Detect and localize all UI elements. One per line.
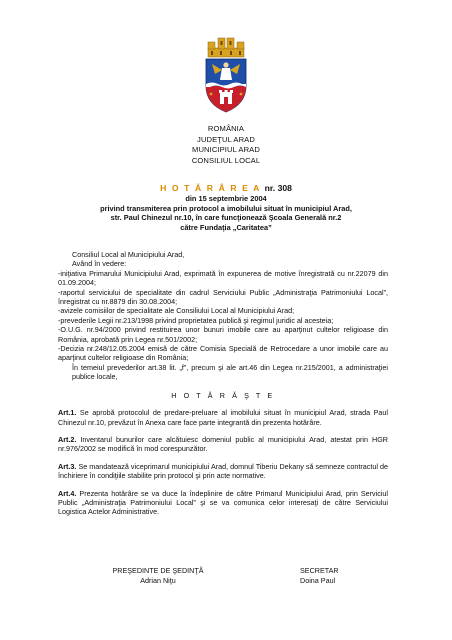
secretary-name: Doina Paul (300, 576, 336, 585)
article-label: Art.1. (58, 408, 77, 418)
preamble-item: -O.U.G. nr.94/2000 privind restituirea unor bunuri imobile care au aparţinut cultelor religioase din România, aprobată prin Legea nr.501/2002; (58, 325, 388, 344)
header-municipality: MUNICIPIUL ARAD (192, 145, 260, 154)
preamble-considering: Având în vedere: (72, 259, 127, 269)
chairperson-name: Adrian Niţu (140, 576, 176, 585)
header-country: ROMÂNIA (207, 124, 245, 133)
preamble-item: -iniţiativa Primarului Municipiului Arad, exprimată în expunerea de motive înregistrată cu nr.22079 din 01.09.2004; (58, 268, 388, 288)
preamble-item: -avizele comisiilor de specialitate ale Consiliului Local al Municipiului Arad; (58, 306, 295, 316)
subtitle-line: str. Paul Chinezul nr.10, în care funcţionează Şcoala Generală nr.2 (110, 213, 342, 223)
preamble-item: -prevederile Legii nr.213/1998 privind proprietatea publică şi regimul juridic al acesteia; (58, 315, 334, 325)
preamble-legal-basis: În temeiul prevederilor art.38 lit. „f”, precum şi ale art.46 din Legea nr.215/2001, a administraţiei publice locale, (72, 362, 388, 382)
document-body (58, 250, 388, 517)
article-label: Art.3. (58, 461, 77, 471)
article-text: Prezenta hotărâre se va duce la îndeplinire de către Primarul Municipiului Arad, prin Serviciul Public „Administraţia Patrimoniului Local” şi se va comunica celor interesaţi de către Serviciului Logistica Actelor Administrative. (58, 488, 388, 517)
secretary-signature (300, 566, 360, 586)
secretary-title: SECRETAR (300, 566, 339, 575)
preamble-item: -raportul serviciului de specialitate din cadrul Serviciului Public „Administraţia Patrimoniului Local”, înregistrat cu nr.8879 din 30.08.2004; (58, 287, 388, 307)
article-4 (58, 489, 388, 517)
preamble-item: -Decizia nr.248/12.05.2004 emisă de către Comisia Specială de Retrocedare a unor imobile care au aparţinut cultelor religioase din România; (58, 344, 388, 363)
article-text: Inventarul bunurilor care alcătuiesc domeniul public al municipiului Arad, atestat prin HGR nr.976/2002 se modifică în mod corespunzător. (58, 434, 388, 454)
article-label: Art.2. (58, 434, 77, 444)
preamble-council: Consiliul Local al Municipiului Arad, (72, 250, 185, 259)
article-1 (58, 408, 388, 427)
article-label: Art.4. (58, 488, 77, 498)
title-word: H O T Ă R Â R E A nr. 308 (160, 183, 292, 193)
city-coat-of-arms-icon (201, 34, 251, 116)
decision-heading: H O T Ă R Ă Ş T E (171, 390, 275, 400)
article-2 (58, 435, 388, 454)
subtitle-line: către Fundaţia „Caritatea” (180, 222, 272, 232)
document-subtitle (0, 194, 452, 232)
article-text: Se mandatează viceprimarul municipiului Arad, domnul Tiberiu Dekany să semneze contractul de închiriere în condiţiile stabilite prin protocol şi prin acte normative. (58, 461, 388, 481)
header-council: CONSILIUL LOCAL (191, 155, 261, 165)
article-text: Se aprobă protocolul de predare-preluare al imobilului situat în municipiul Arad, strada Paul Chinezul nr.10, prevăzut în Anexa care face parte integrantă din prezenta hotărâre. (58, 408, 388, 427)
subtitle-line: privind transmiterea prin protocol a imobilului situat în municipiul Arad, (100, 203, 352, 213)
document-title (0, 183, 452, 194)
article-3 (58, 462, 388, 481)
chairperson-signature (108, 566, 208, 586)
title-number: nr. 308 (264, 183, 292, 193)
chairperson-title: PREŞEDINTE DE ŞEDINŢĂ (112, 566, 204, 575)
issuer-header (0, 124, 452, 166)
subtitle-date: din 15 septembrie 2004 (185, 194, 267, 203)
header-county: JUDEŢUL ARAD (197, 134, 255, 144)
